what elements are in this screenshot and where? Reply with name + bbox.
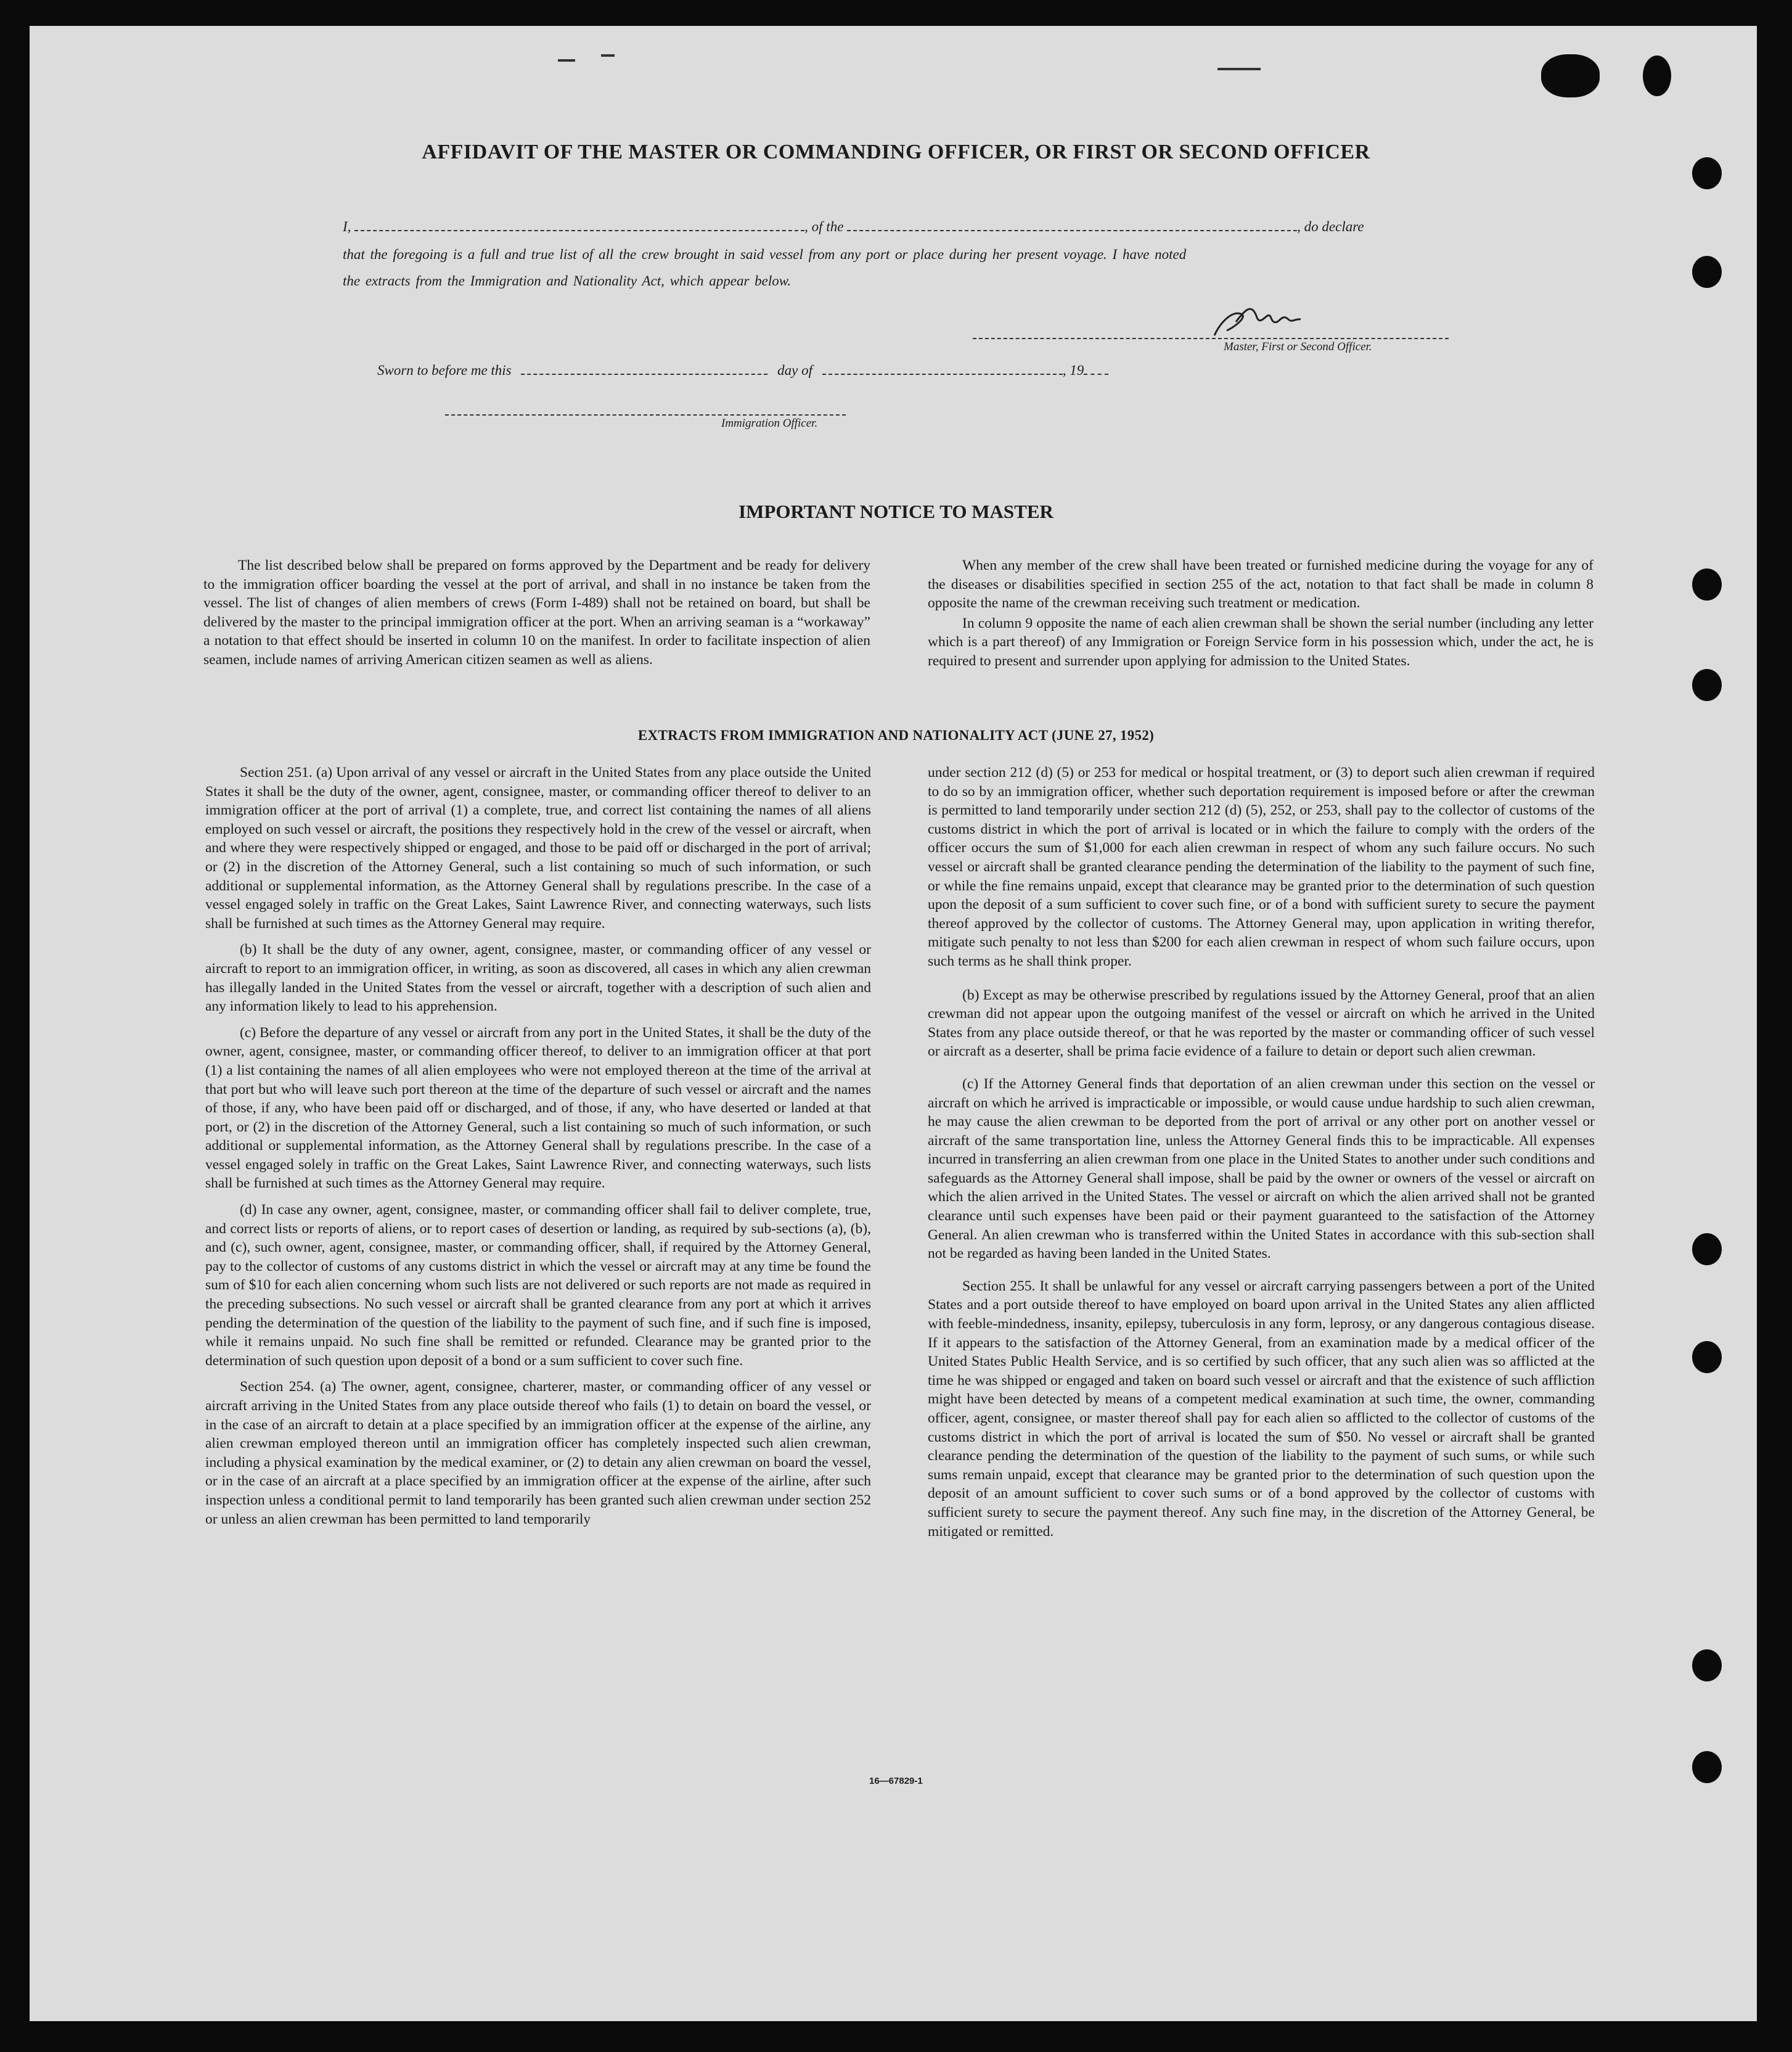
i-label: I, bbox=[343, 219, 351, 234]
notice-paragraph: When any member of the crew shall have been treated or furnished medicine during the voyage for any of the diseases or disabilities specified in section 255 of the act, notation to that fact shall be made in column 8 opposite the name of the crewman receiving such treatment or medication. bbox=[928, 557, 1594, 612]
act-paragraph: Section 254. (a) The owner, agent, consignee, charterer, master, or commanding officer of any vessel or aircraft arriving in the United States from any place outside thereof who fails (1) to detain on board the vessel, or in the case of an aircraft to detain at a place specified by an immigration officer at the expense of the airline, any alien crewman employed thereon until an immigration officer has completely inspected such alien crewman, including a physical examination by the medical examiner, or (2) to detain any alien crewman on board the vessel, or in the case of an aircraft at a place specified by an immigration officer at the expense of the airline, after such inspection unless a conditional permit to land temporarily has been granted such alien crewman under section 252 or unless an alien crewman has been permitted to land temporarily bbox=[205, 1379, 871, 1527]
sworn-day-blank bbox=[521, 374, 767, 375]
declaration-line bbox=[343, 219, 1364, 235]
sworn-month-blank bbox=[822, 374, 1063, 375]
immigration-officer-line bbox=[445, 414, 846, 416]
declaration-text-line: that the foregoing is a full and true list of all the crew brought in said vessel from any port or place during her present voyage. I have noted bbox=[343, 247, 1187, 262]
act-paragraph: Section 255. It shall be unlawful for any vessel or aircraft carrying passengers between a port of the United States and a port outside thereof to have employed on board upon arrival in the United States any alien afflicted with feeble-mindedness, insanity, epilepsy, tuberculosis in any form, leprosy, or any dangerous contagious disease. If it appears to the satisfaction of the Attorney General, from an examination made by a medical officer of the United States Public Health Service, and is so certified by such officer, that any such alien was so afflicted at the time he was shipped or engaged and taken on board such vessel or aircraft and that the existence of such affliction might have been detected by means of a competent medical examination at such time, the owner, commanding officer, agent, consignee, or master thereof shall pay for each alien so afflicted to the collector of customs of the customs district in which the port of arrival is located the sum of $50. No vessel or aircraft shall be granted clearance pending the determination of the question of the liability to the payment of such sums, or while such sums remain unpaid, except that clearance may be granted prior to the determination of such question upon the deposit of an amount sufficient to cover such sums or of a bond approved by the collector of customs with sufficient surety to secure the payment thereof. Any such fine may, in the discretion of the Attorney General, be mitigated or remitted. bbox=[928, 1278, 1595, 1540]
punch-hole bbox=[1692, 1341, 1722, 1373]
punch-hole bbox=[1541, 54, 1600, 97]
ink-speck bbox=[1217, 68, 1261, 70]
sworn-line bbox=[377, 363, 1108, 379]
punch-hole bbox=[1692, 669, 1722, 701]
name-blank bbox=[354, 230, 804, 231]
master-caption: Master, First or Second Officer. bbox=[1224, 340, 1372, 353]
notice-title: IMPORTANT NOTICE TO MASTER bbox=[738, 501, 1054, 522]
extracts-right-column bbox=[928, 763, 1595, 1548]
notice-left-column bbox=[203, 556, 870, 677]
notice-right-column bbox=[928, 556, 1594, 678]
declaration-text-line: the extracts from the Immigration and Nationality Act, which appear below. bbox=[343, 273, 792, 289]
punch-hole bbox=[1692, 256, 1722, 288]
punch-hole bbox=[1692, 1751, 1722, 1783]
year-label: , 19 bbox=[1062, 363, 1084, 378]
punch-hole bbox=[1643, 55, 1671, 96]
act-paragraph: (d) In case any owner, agent, consignee, master, or commanding officer shall fail to deliver complete, true, and correct lists or reports of aliens, or to report cases of desertion or landing, as required by sub-sections (a), (b), and (c), such owner, agent, consignee, master, or commanding officer, shall, if required by the Attorney General, pay to the collector of customs of any customs district in which the vessel or aircraft may at any time be found the sum of $10 for each alien concerning whom such lists are not delivered or such reports are not made as required in the preceding subsections. No such vessel or aircraft shall be granted clearance from any port at which it arrives pending the determination of the question of the liability to the payment of such fine, and if such fine is imposed, while it remains unpaid. No such fine shall be remitted or refunded. Clearance may be granted prior to the determination of such question upon deposit of a bond or a sum sufficient to cover such fine. bbox=[205, 1202, 871, 1369]
notice-paragraph: In column 9 opposite the name of each alien crewman shall be shown the serial number (including any letter which is a part thereof) of any Immigration or Foreign Service form in his possession which, under the act, he is required to present and surrender upon applying for admission to the United States. bbox=[928, 615, 1594, 669]
act-paragraph: (b) It shall be the duty of any owner, agent, consignee, master, or commanding officer of any vessel or aircraft to report to an immigration officer, in writing, as soon as discovered, all cases in which any alien crewman has illegally landed in the United States from the vessel or aircraft, together with a description of such alien and any information likely to lead to his apprehension. bbox=[205, 942, 871, 1015]
punch-hole bbox=[1692, 1649, 1722, 1681]
act-paragraph: (b) Except as may be otherwise prescribed by regulations issued by the Attorney General, proof that an alien crewman did not appear upon the outgoing manifest of the vessel or aircraft on which he arrived in the United States from any place outside thereof, or that he was reported by the master or commanding officer of such vessel or aircraft as a deserter, shall be prima facie evidence of a failure to detain or deport such alien crewman. bbox=[928, 987, 1595, 1060]
form-number: 16—67829-1 bbox=[869, 1776, 923, 1786]
ink-speck bbox=[558, 59, 575, 62]
sworn-year-blank bbox=[1084, 374, 1108, 375]
act-paragraph: under section 212 (d) (5) or 253 for medical or hospital treatment, or (3) to deport such alien crewman if required to do so by an immigration officer, whether such deportation requirement is imposed before or after the crewman is permitted to land temporarily under section 212 (d) (5), 252, or 253, shall pay to the collector of customs of the customs district in which the port of arrival is located or in which the failure to comply with the orders of the officer occurs the sum of $1,000 for each alien crewman in respect of whom any such failure occurs. No such vessel or aircraft shall be granted clearance pending the determination of the liability to the payment of such fine, or while the fine remains unpaid, except that clearance may be granted prior to the determination of such question upon the deposit of a sum sufficient to cover such fine, or of a bond with sufficient surety to secure the payment thereof approved by the collector of customs. The Attorney General may, upon application in writing therefor, mitigate such penalty to not less than $200 for each alien crewman in respect of whom such failure occurs, upon such terms as he shall think proper. bbox=[928, 765, 1595, 969]
day-of-label: day of bbox=[777, 363, 812, 378]
extracts-left-column bbox=[205, 763, 871, 1529]
immigration-officer-caption: Immigration Officer. bbox=[721, 417, 818, 430]
of-the-label: , of the bbox=[804, 219, 844, 234]
sworn-label: Sworn to before me this bbox=[377, 363, 512, 378]
ink-speck bbox=[601, 54, 615, 57]
punch-hole bbox=[1692, 568, 1722, 601]
affidavit-title: AFFIDAVIT OF THE MASTER OR COMMANDING OFFICER, OR FIRST OR SECOND OFFICER bbox=[422, 141, 1370, 163]
vessel-blank bbox=[847, 230, 1297, 231]
notice-paragraph: The list described below shall be prepared on forms approved by the Department and be ready for delivery to the immigration officer boarding the vessel at the port of arrival, and shall in no instance be taken from the vessel. The list of changes of alien members of crews (Form I-489) shall not be retained on board, but shall be delivered by the master to the principal immigration officer at the port. When an arriving seaman is a “workaway” a notation to that effect should be inserted in column 10 on the manifest. In order to facilitate inspection of alien seamen, include names of arriving American citizen seamen as well as aliens. bbox=[203, 557, 870, 668]
act-paragraph: (c) Before the departure of any vessel or aircraft from any port in the United States, it shall be the duty of the owner, agent, consignee, master, or commanding officer thereof, to deliver to an immigration officer at that port (1) a list containing the names of all alien employees who were not employed thereon at the time of the arrival at that port but who will leave such port thereon at the time of the departure of such vessel or aircraft and the names of those, if any, who have been paid off or discharged, and of those, if any, who have deserted or landed at that port, or (2) in the discretion of the Attorney General, such a list containing so much of such information, or such additional or supplemental information, as the Attorney General shall by regulations prescribe. In the case of a vessel engaged solely in traffic on the Great Lakes, Saint Lawrence River, and connecting waterways, such lists shall be furnished at such times as the Attorney General may require. bbox=[205, 1024, 871, 1192]
act-paragraph: (c) If the Attorney General finds that deportation of an alien crewman under this section on the vessel or aircraft on which he arrived is impracticable or impossible, or would cause undue hardship to such alien crewman, he may cause the alien crewman to be deported from the port of arrival or any other port on another vessel or aircraft of the same transportation line, unless the Attorney General finds this to be impracticable. All expenses incurred in transferring an alien crewman from one place in the United States to another under such conditions and safeguards as the Attorney General shall impose, shall be paid by the owner or owners of the vessel or aircraft on which the alien arrived in the United States. The vessel or aircraft on which the alien arrived shall not be granted clearance until such expenses have been paid or their payment guaranteed to the satisfaction of the Attorney General. An alien crewman who is transferred within the United States in accordance with this sub-section shall not be regarded as having been landed in the United States. bbox=[928, 1075, 1595, 1262]
handwritten-signature bbox=[1208, 297, 1319, 340]
act-paragraph: Section 251. (a) Upon arrival of any vessel or aircraft in the United States from any place outside the United States it shall be the duty of the owner, agent, consignee, master, or commanding officer thereof to deliver to an immigration officer at the port of arrival (1) a complete, true, and correct list containing the names of all aliens employed on such vessel or aircraft, the positions they respectively hold in the crew of the vessel or aircraft, when and where they were respectively shipped or engaged, and those to be paid off or discharged in the port of arrival; or (2) in the discretion of the Attorney General, such a list containing so much of such information, or such additional or supplemental information, as the Attorney General shall by regulations prescribe. In the case of a vessel engaged solely in traffic on the Great Lakes, Saint Lawrence River, and connecting waterways, such lists shall be furnished at such times as the Attorney General may require. bbox=[205, 765, 871, 932]
extracts-title: EXTRACTS FROM IMMIGRATION AND NATIONALITY ACT (JUNE 27, 1952) bbox=[637, 728, 1155, 743]
punch-hole bbox=[1692, 1233, 1722, 1265]
do-declare-label: , do declare bbox=[1297, 219, 1364, 234]
